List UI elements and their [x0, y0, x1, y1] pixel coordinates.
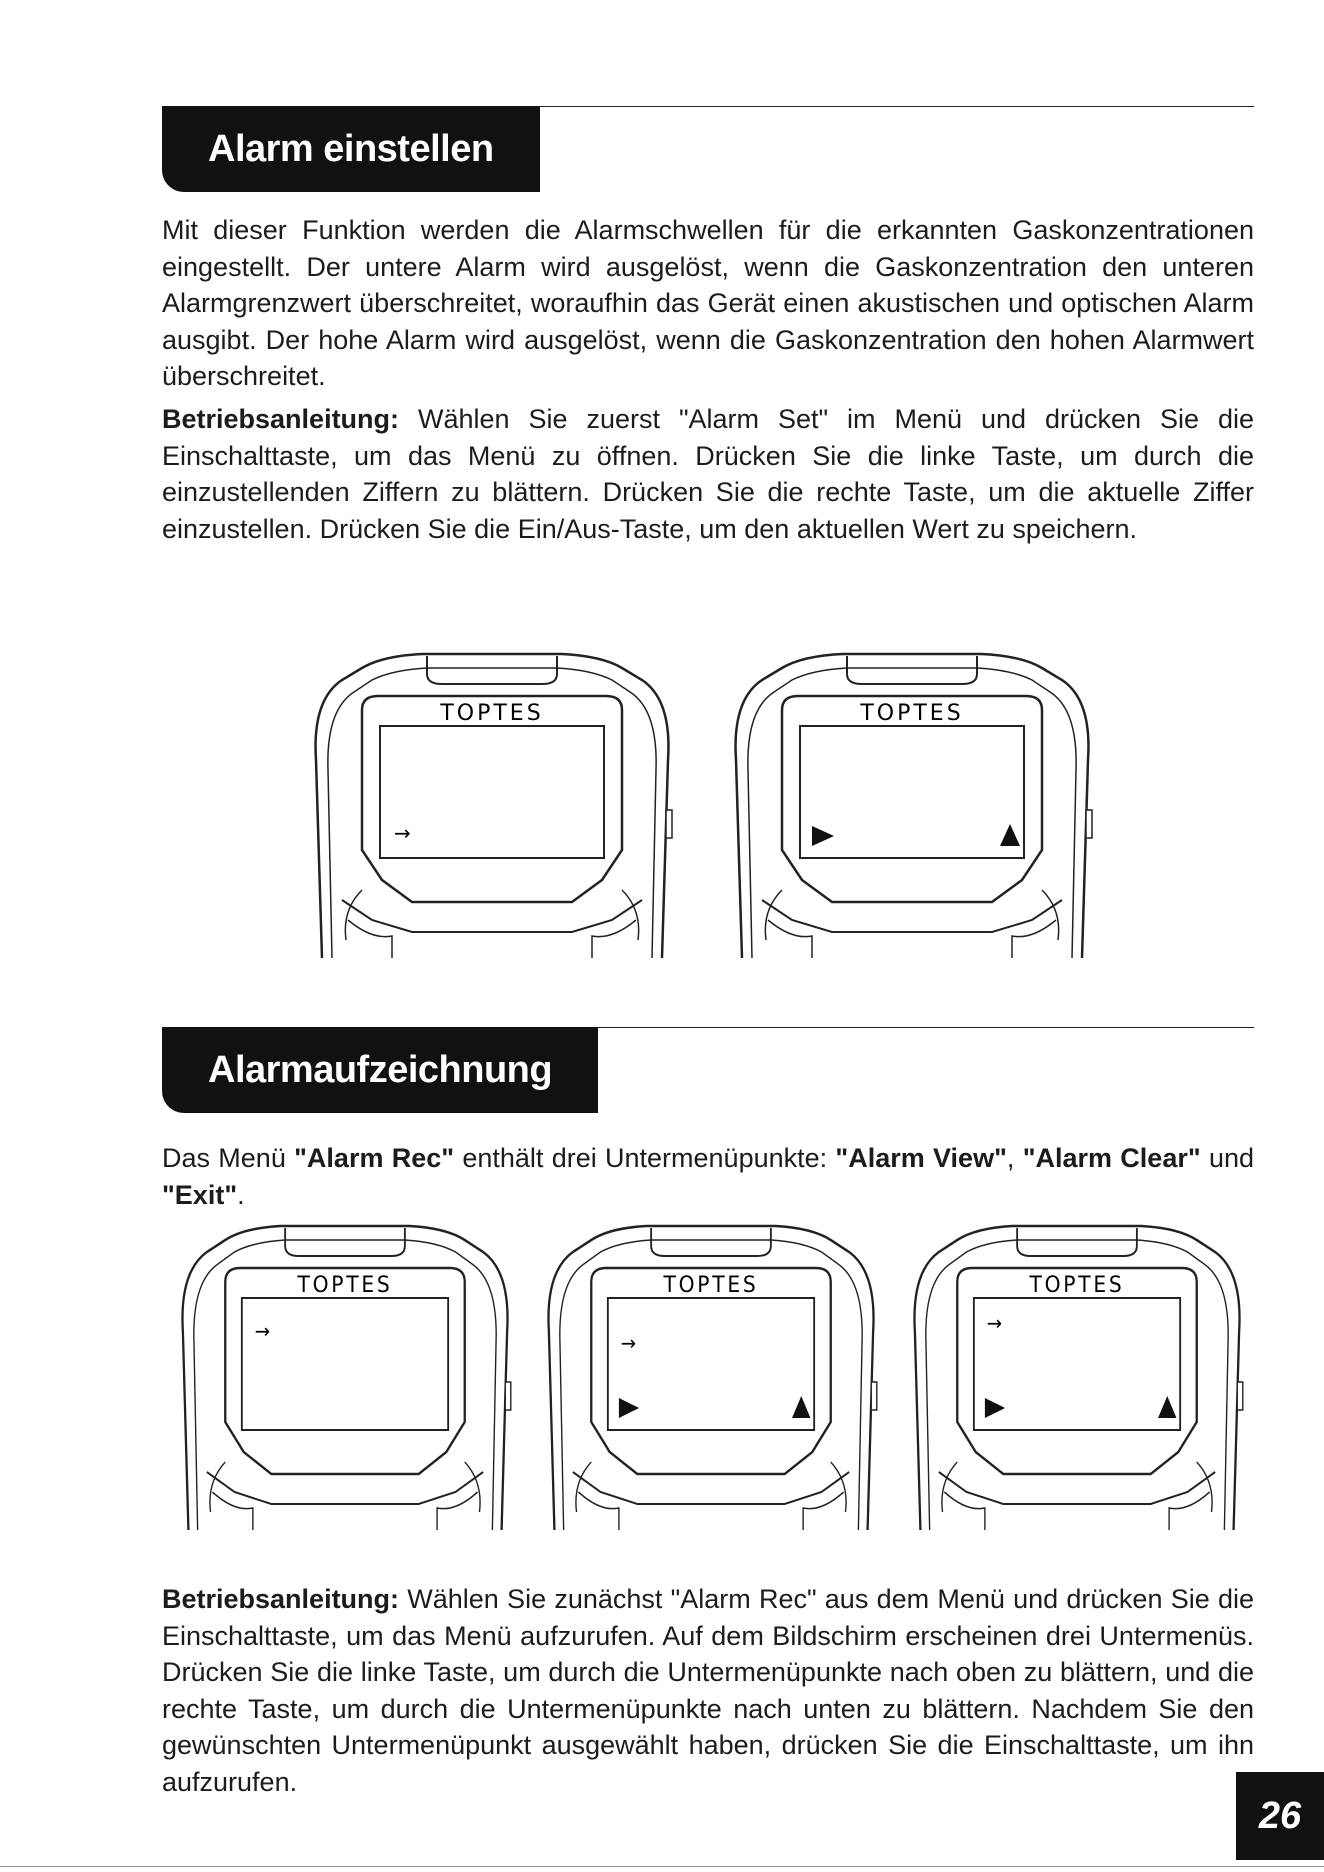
menu-cursor-icon: →	[394, 821, 411, 845]
section-title: Alarmaufzeichnung	[162, 1027, 598, 1113]
brand-logo: TOPTES	[663, 1271, 759, 1298]
alarm-rec-instructions	[162, 1581, 1254, 1800]
brand-logo: TOPTES	[297, 1271, 393, 1298]
intro-text: und	[1200, 1143, 1254, 1173]
instructions-label: Betriebsanleitung:	[162, 1584, 400, 1614]
alarm-set-intro: Mit dieser Funktion werden die Alarmschwellen für die erkannten Gaskonzentrationen eingestellt. Der untere Alarm wird ausgelöst, wenn die Gaskonzentration den unteren Alarmgrenzwert überschreitet, woraufhin das Gerät einen akustischen und optischen Alarm ausgibt. Der hohe Alarm wird ausgelöst, wenn die Gaskonzentration den hohen Alarmwert überschreitet.	[162, 215, 1254, 391]
instructions-label: Betriebsanleitung:	[162, 404, 400, 434]
device-drawing	[170, 1212, 520, 1532]
brand-logo: TOPTES	[440, 701, 544, 726]
intro-text: enthält drei Untermenüpunkte:	[454, 1143, 836, 1173]
device-illustration-1	[302, 640, 682, 960]
instructions-text: Wählen Sie zuerst "Alarm Set" im Menü und drücken Sie die Einschalttaste, um das Menü zu öffnen. Drücken Sie die linke Taste, um durch die einzustellenden Ziffern zu blättern. Drücken Sie die rechte Taste, um die aktuelle Ziffer einzustellen. Drücken Sie die Ein/Aus-Taste, um den aktuellen Wert zu speichern.	[162, 404, 1254, 544]
device-illustration-4	[536, 1212, 886, 1532]
device-illustration-2	[722, 640, 1102, 960]
device-drawing	[722, 640, 1102, 960]
intro-text: ,	[1006, 1143, 1023, 1173]
submenu-alarm-clear: "Alarm Clear"	[1022, 1143, 1201, 1173]
alarm-set-instructions	[162, 401, 1254, 547]
intro-text: Das Menü	[162, 1143, 295, 1173]
alarm-rec-intro	[162, 1140, 1254, 1213]
page-number: 26	[1236, 1772, 1324, 1860]
device-drawing	[902, 1212, 1252, 1532]
menu-cursor-icon: →	[986, 1311, 1003, 1336]
submenu-alarm-view: "Alarm View"	[835, 1143, 1007, 1173]
section-title: Alarm einstellen	[162, 106, 540, 192]
device-illustration-3	[170, 1212, 520, 1532]
submenu-exit: "Exit"	[162, 1179, 238, 1210]
brand-logo: TOPTES	[1029, 1271, 1125, 1298]
section-header-alarm-set	[162, 106, 1254, 192]
section-header-alarm-rec	[162, 1027, 1254, 1113]
brand-logo: TOPTES	[860, 701, 964, 726]
intro-text: .	[237, 1179, 245, 1210]
instructions-text: Wählen Sie zunächst "Alarm Rec" aus dem Menü und drücken Sie die Einschalttaste, um das Menü aufzurufen. Auf dem Bildschirm erscheinen drei Untermenüs. Drücken Sie die linke Taste, um durch die Untermenüpunkte nach oben zu blättern, und die rechte Taste, um durch die Untermenüpunkte nach unten zu blättern. Nachdem Sie den gewünschten Untermenüpunkt ausgewählt haben, drücken Sie die Einschalttaste, um ihn aufzurufen.	[162, 1584, 1254, 1797]
device-drawing	[302, 640, 682, 960]
menu-name-alarm-rec: "Alarm Rec"	[294, 1143, 455, 1173]
menu-cursor-icon: →	[620, 1331, 637, 1356]
device-illustration-5	[902, 1212, 1252, 1532]
device-drawing	[536, 1212, 886, 1532]
footer-rule	[0, 1866, 1324, 1867]
menu-cursor-icon: →	[254, 1319, 271, 1344]
